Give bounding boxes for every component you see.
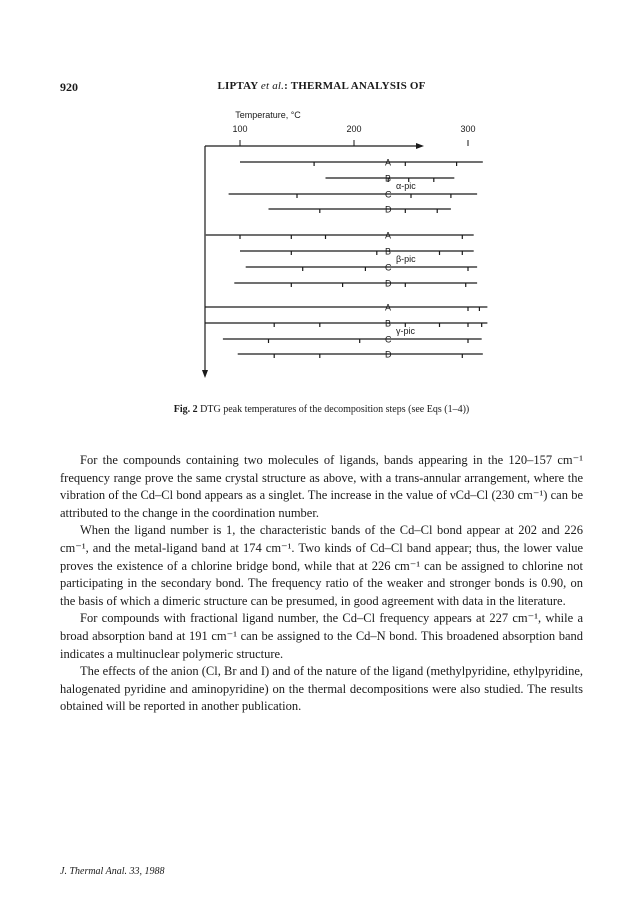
row-label: C <box>385 189 392 200</box>
x-tick-label: 200 <box>346 124 362 134</box>
row-label: C <box>385 262 392 273</box>
figure-caption-text: DTG peak temperatures of the decomposition steps (see Eqs (1–4)) <box>197 404 470 415</box>
row-label: A <box>385 302 392 313</box>
running-head-authors: LIPTAY <box>217 80 258 92</box>
body-text <box>60 452 583 716</box>
running-head-et-al: et al. <box>260 80 285 92</box>
group-label: α-pic <box>396 181 416 191</box>
temperature-axis-arrow <box>416 143 424 149</box>
row-label: B <box>385 246 392 257</box>
figure-caption-label: Fig. 2 <box>173 404 198 415</box>
paragraph: The effects of the anion (Cl, Br and I) and of the nature of the ligand (methylpyridine, ethylpyridine, halogenated pyridine and aminopyridine) on the thermal decompositions were also studied. The results obtained will be reported in another publication. <box>60 664 583 714</box>
figure-marks <box>205 158 487 360</box>
row-label: B <box>385 318 392 329</box>
row-label: B <box>385 173 392 184</box>
row-label: C <box>385 334 392 345</box>
paragraph: For the compounds containing two molecules of ligands, bands appearing in the 120–157 cm⁻¹ frequency range prove the same crystal structure as above, with a trans-annular arrangement, where the vibration of the Cd–Cl bond appears as a singlet. The increase in the value of νCd–Cl (230 cm⁻¹) can be attributed to the change in the coordination number. <box>60 453 583 520</box>
row-label: A <box>385 230 392 241</box>
paragraph: For compounds with fractional ligand number, the Cd–Cl frequency appears at 227 cm⁻¹, while a broad absorption band at 191 cm⁻¹ can be assigned to the Cd–N bond. This broadened absorption band indicates a multinuclear polymeric structure. <box>60 611 583 661</box>
journal-footer: J. Thermal Anal. 33, 1988 <box>60 866 165 877</box>
time-axis-arrow <box>202 370 208 378</box>
figure-caption <box>0 404 643 415</box>
x-tick-label: 100 <box>232 124 248 134</box>
row-label: D <box>385 204 392 215</box>
figure-axis-title: Temperature, °C <box>235 110 301 120</box>
dtg-figure <box>0 0 643 400</box>
group-label: β-pic <box>396 254 416 264</box>
page-number: 920 <box>60 80 78 94</box>
paragraph: When the ligand number is 1, the characteristic bands of the Cd–Cl bond appear at 202 and 226 cm⁻¹, and the metal-ligand band at 174 cm⁻¹. Two kinds of Cd–Cl band appear; thus, the lower value proves the existence of a chlorine bridge bond, while that at 226 cm⁻¹ can be assigned to chlorine not participating in the secondary bond. The frequency ratio of the weaker and stronger bonds is 0.90, on the basis of which a dimeric structure can be presumed, in good agreement with data in the literature. <box>60 523 583 608</box>
running-head-title: : THERMAL ANALYSIS OF <box>284 80 426 92</box>
row-label: D <box>385 349 392 360</box>
row-label: D <box>385 278 392 289</box>
x-tick-label: 300 <box>460 124 476 134</box>
group-label: γ-pic <box>396 326 416 336</box>
row-label: A <box>385 157 392 168</box>
